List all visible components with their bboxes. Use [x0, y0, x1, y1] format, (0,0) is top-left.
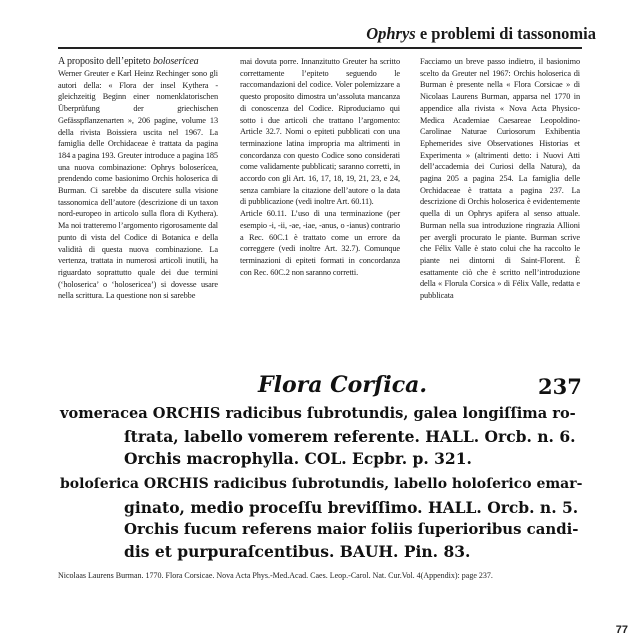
column-right	[420, 56, 580, 302]
historical-excerpt-image	[60, 372, 584, 562]
excerpt-line: Orchis fucum referens maior foliis ſuperioribus candi-	[124, 520, 579, 538]
subhead-epithet: boloserícea	[153, 56, 199, 67]
page-number: 77	[615, 624, 628, 636]
excerpt-title: Flora Corſica.	[258, 372, 428, 398]
header-genus: Ophrys	[366, 24, 416, 43]
header-rule	[58, 47, 582, 49]
figure-caption: Nicolaas Laurens Burman. 1770. Flora Corsicae. Nova Acta Phys.-Med.Acad. Caes. Leop.-Carol. Nat. Cur.Vol. 4(Appendix): page 237.	[58, 571, 493, 580]
excerpt-line: vomeracea ORCHIS radicibus ſubrotundis, galea longiſſima ro-	[60, 405, 576, 422]
column-middle-text-2: Article 60.11. L’uso di una terminazione (per esempio -i, -ii, -ae, -iae, -anus, o -ianus) contrario a Rec. 60C.1 è trattato come un errore da correggere (vedi inoltre Art. 32.7). Comunque terminazioni di epiteti formati in concordanza con Rec. 60C.2 non saranno corretti.	[240, 209, 400, 277]
excerpt-line: ginato, medio proceſſu breviſſimo. HALL. Orcb. n. 5.	[124, 498, 579, 517]
excerpt-line: dis et purpuraſcentibus. BAUH. Pin. 83.	[124, 542, 471, 561]
header-title: e problemi di tassonomia	[415, 24, 596, 43]
column-left	[58, 56, 218, 302]
excerpt-line: Orchis macrophylla. COL. Ecpbr. p. 321.	[124, 449, 472, 468]
subhead-text: A proposito dell’epiteto	[58, 56, 153, 67]
excerpt-page-number: 237	[538, 374, 582, 399]
column-middle-text-1: mai dovuta porre. Innanzitutto Greuter ha scritto correttamente l’epiteto seguendo le raccomandazioni del codice. Voler polemizzare a questo proposito dimostra un’assoluta mancanza di conoscenza del Codice. Riproduciamo qui sotto i due articoli che trattano l’argomento: Article 32.7. Nomi o epiteti pubblicati con una terminazione latina impropria ma altrimenti in concordanza con questo Codice sono considerati come validamente pubblicati; saranno corretti, in accordo con gli Art. 16, 17, 18, 19, 21, 23, e 24, senza cambiare la citazione dell’autore o la data di pubblicazione (vedi inoltre Art. 60.11).	[240, 57, 400, 207]
excerpt-line: ſtrata, labello vomerem referente. HALL. Orcb. n. 6.	[124, 427, 576, 446]
column-middle	[240, 56, 400, 278]
section-subhead	[58, 56, 218, 68]
excerpt-line: boloſerica ORCHIS radicibus ſubrotundis, labello holoſerico emar-	[60, 476, 583, 492]
column-left-text: Werner Greuter e Karl Heinz Rechinger sono gli autori della: « Flora der insel Kythera - gleichzeitig Beginn einer nomenklatorischen Überprüfung der griechischen Gefässpflanzenarten », 206 pagine, volume 13 della rivista Boissiera uscita nel 1967. La famiglia delle Orchidaceae è trattata da pagina 184 a pagina 193. Greuter introduce a pagina 185 una nuova combinazione: Ophrys boloserícea, prendendo come basionimo Orchis holoserica di Burman. Ci sarebbe da discutere sulla visione tassonomica dell’autore (descrizione di un taxon nord-europeo in articolo sulla flora di Kythera). Ma noi tratteremo l’argomento rigorosamente dal punto di vista del Codice di Botanica e della validità di questa nuova combinazione. La vertenza, trattata in numerosi articoli inutili, ha riguardato soprattutto quale dei due termini (‘holoserica’ o ‘holosericea’) si dovesse usare nella scrittura. La questione non si sarebbe	[58, 69, 218, 301]
column-right-text: Facciamo un breve passo indietro, il basionimo scelto da Greuter nel 1967: Orchis holoserica di Burman è presente nella « Flora Corsicae » di Nicolaas Laurens Burman, apparsa nel 1770 in appendice alla rivista « Nova Acta Physico-Medica Academiae Caesareae Leopoldino-Carolinae Naturae Curiosorum Exhibentia Ephemerides sive Observationes Historias et Experimenta » (altrimenti detto: i Nuovi Atti dell’accademia dei Curiosi della Natura), da pagina 205 a pagina 254. La famiglia delle Orchidaceae è trattata a pagina 237. La descrizione di Orchis holoserica è evidentemente quella di un Ophrys apifera al senso attuale. Burman nella sua introduzione ringrazia Allioni per avergli procurato le piante. Burman scrive che Félix Valle è stato colui che ha raccolto le piante nei dintorni di Saint-Florent. È esattamente ciò che è scritto nell’introduzione della « Florula Corsica » di Félix Valle, redatta e pubblicata	[420, 57, 580, 301]
page-header	[366, 24, 596, 44]
